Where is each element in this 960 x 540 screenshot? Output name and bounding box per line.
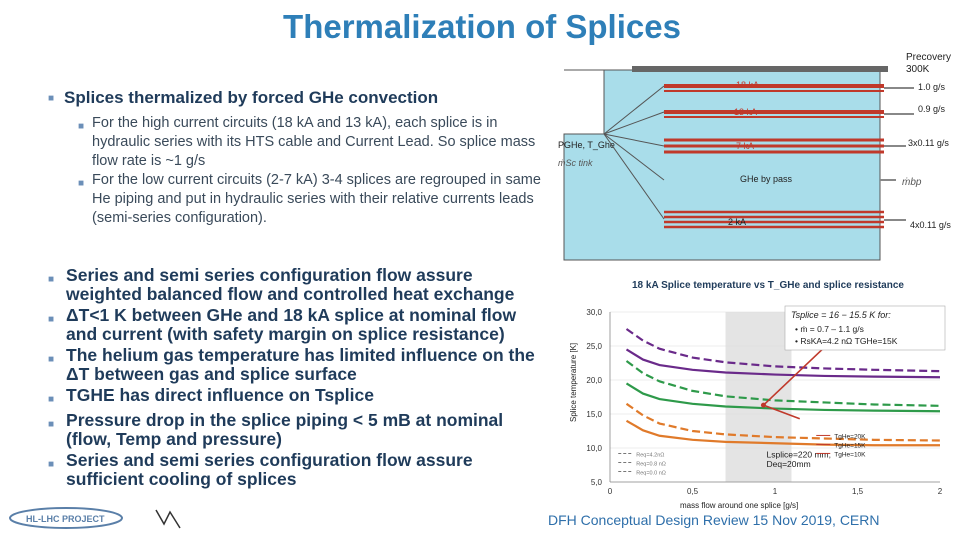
- top-pipe: [632, 66, 888, 72]
- x-tick-label: 0,5: [686, 487, 699, 496]
- bypass-label: GHe by pass: [740, 174, 793, 184]
- y-tick-label: 10,0: [586, 444, 602, 453]
- legend-label: Req=4.2nΩ: [636, 452, 665, 459]
- main-bullet: ■ Splices thermalized by forced GHe convection: [48, 88, 439, 107]
- slide-title: Thermalization of Splices: [283, 8, 681, 45]
- formula-item: • RsKA=4.2 nΩ TGHe=15K: [795, 336, 898, 346]
- bullet-square-icon: ■: [48, 459, 55, 470]
- hl-lhc-logo: [6, 500, 206, 536]
- hydraulic-diagram: [544, 64, 960, 264]
- formula-item: • ṁ = 0.7 – 1.1 g/s: [795, 324, 864, 334]
- key-point: ■ The helium gas temperature has limited influence on the ΔT between gas and splice surface: [48, 345, 535, 384]
- key-point: ■ ΔT<1 K between GHe and 18 kA splice at nominal flow and current (with safety margin on splice resistance): [48, 305, 517, 344]
- bullet-square-icon: ■: [48, 419, 55, 430]
- line-label: 18 kA: [736, 80, 760, 90]
- chart-title: 18 kA Splice temperature vs T_GHe and splice resistance: [632, 280, 904, 291]
- flow-label: 4x0.11 g/s: [910, 220, 951, 230]
- y-tick-label: 20,0: [586, 376, 602, 385]
- plot-area: [586, 306, 945, 496]
- bullet-square-icon: ■: [78, 178, 85, 189]
- x-tick-label: 2: [937, 487, 943, 496]
- x-tick-label: 1,5: [851, 487, 864, 496]
- line-label: 2 kA: [728, 217, 747, 227]
- legend-label: Req=0.0 nΩ: [636, 470, 666, 477]
- flow-label: 1.0 g/s: [918, 82, 946, 92]
- legend-label: Req=0.8 nΩ: [636, 461, 666, 468]
- bullet-square-icon: ■: [78, 121, 85, 132]
- bullet-square-icon: ■: [48, 394, 55, 405]
- sub-bullets: [78, 114, 548, 228]
- chart-xlabel: mass flow around one splice [g/s]: [680, 501, 799, 510]
- y-tick-label: 15,0: [586, 410, 602, 419]
- y-tick-label: 5,0: [590, 478, 602, 487]
- formula-text: Tsplice = 16 − 15.5 K for:: [791, 310, 891, 320]
- bypass-flow-label: ṁbp: [902, 177, 922, 188]
- key-point: ■ TGHE has direct influence on Tsplice: [48, 386, 548, 409]
- bullet-square-icon: ■: [48, 354, 55, 365]
- line-label: 13 kA: [734, 107, 758, 117]
- key-point: ■ Series and semi series configuration flow assure weighted balanced flow and controlled heat exchange: [48, 265, 515, 304]
- inlet-label: PGHe, T_Ghe: [558, 140, 615, 150]
- geometry-annotation: Deq=20mm: [766, 459, 811, 470]
- y-tick-label: 30,0: [586, 308, 602, 317]
- sub-bullet: ■ For the high current circuits (18 kA and 13 kA), each splice is in hydraulic series with its HTS cable and Current Lead. So splice mass flow rate is ~1 g/s: [78, 115, 536, 169]
- diagram-background: [564, 70, 880, 260]
- bullet-square-icon: ■: [48, 274, 55, 285]
- flow-label: 0.9 g/s: [918, 104, 946, 114]
- x-tick-label: 0: [607, 487, 613, 496]
- legend-label: TgHe=20K: [834, 433, 866, 441]
- geometry-annotation: Lsplice=220 mm,: [766, 449, 831, 460]
- key-points: [48, 266, 548, 491]
- precovery-label: Precovery 300K: [906, 52, 952, 75]
- footer: DFH Conceptual Design Review 15 Nov 2019, CERN: [548, 512, 880, 528]
- bullet-square-icon: ■: [48, 314, 55, 325]
- svg-text:HL-LHC PROJECT: HL-LHC PROJECT: [26, 514, 105, 524]
- intro-bullets: [48, 88, 548, 228]
- bullet-square-icon: ■: [48, 93, 55, 104]
- key-point-highlight: ■ Series and semi series configuration flow assure sufficient cooling of splices: [48, 450, 473, 489]
- splice-temperature-chart: [560, 272, 960, 512]
- key-point: ■ Pressure drop in the splice piping < 5 mB at nominal (flow, Temp and pressure): [48, 410, 504, 449]
- line-label: 7 kA: [736, 141, 755, 151]
- flow-label: 3x0.11 g/s: [908, 138, 949, 148]
- legend-label: TgHe=10K: [834, 451, 866, 459]
- sub-bullet: ■ For the low current circuits (2-7 kA) 3-4 splices are regrouped in same He piping and put in hydraulic series with their relative currents leads (semi-series configuration).: [78, 172, 541, 226]
- legend-label: TgHe=15K: [834, 442, 866, 450]
- chart-ylabel: Splice temperature [K]: [569, 342, 578, 422]
- inlet-flow-label: ṁSc tink: [558, 158, 593, 168]
- x-tick-label: 1: [772, 487, 778, 496]
- y-tick-label: 25,0: [586, 342, 602, 351]
